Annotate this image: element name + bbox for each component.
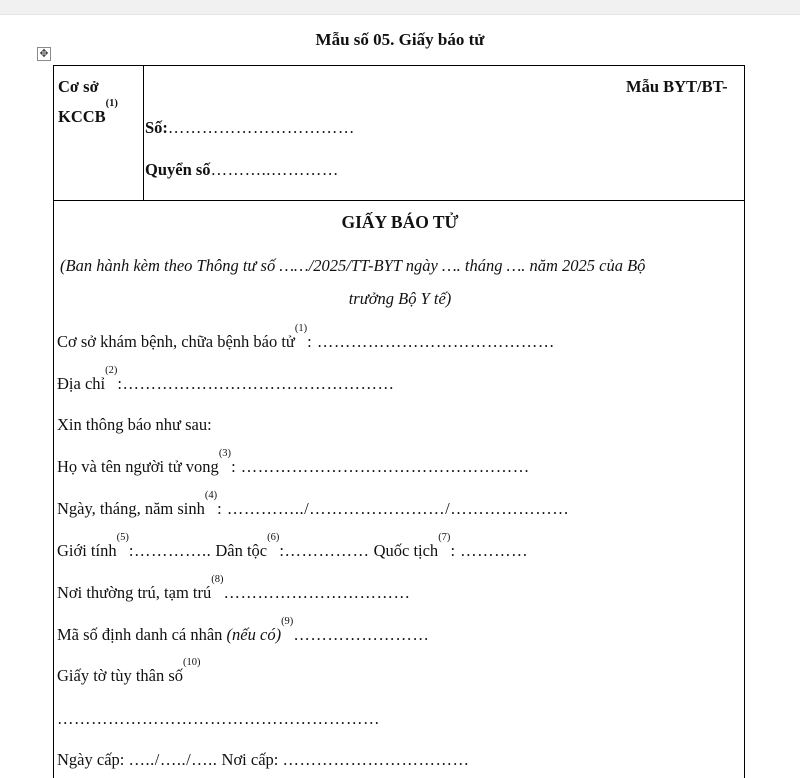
document-number-field[interactable]: Số:…………………………… [145, 118, 355, 137]
address-field[interactable]: Địa chỉ$^{(2)}$:………………………………………… [57, 365, 395, 393]
deceased-name-field[interactable]: Họ và tên người tử vong$^{(3)}$: …………………………………………… [57, 448, 530, 476]
form-code: Mẫu BYT/BT- [626, 77, 728, 96]
facility-field[interactable]: Cơ sở khám bệnh, chữa bệnh báo tử$^{(1)}$: …………………………………… [57, 323, 555, 351]
id-paper-dotted-line[interactable]: ………………………………………………… [57, 709, 380, 728]
residence-field[interactable]: Nơi thường trú, tạm trú$^{(8)}$…………………………… [57, 574, 411, 602]
table-border-right [744, 65, 745, 778]
table-column-divider [143, 65, 144, 201]
facility-short-label-kccb: KCCB$^{(1)}$ [58, 98, 118, 126]
issue-date-label: Ngày cấp: [57, 750, 125, 769]
form-heading: GIẤY BÁO TỬ [341, 212, 459, 232]
issued-by-line-2: trưởng Bộ Y tế) [348, 289, 452, 308]
gender-label: Giới tính [57, 541, 117, 560]
top-toolbar-strip [0, 0, 800, 15]
facility-short-label: Cơ sở [58, 77, 99, 96]
id-paper-label: Giấy tờ tùy thân số$^{(10)}$ [57, 657, 201, 685]
notify-text: Xin thông báo như sau: [57, 415, 212, 434]
issue-date-place-row[interactable]: Ngày cấp: …../…../….. Nơi cấp: …………………………… [57, 750, 470, 769]
issue-place-label: Nơi cấp: [221, 750, 279, 769]
table-move-handle-icon[interactable]: ✥ [37, 47, 51, 61]
document-title: Mẫu số 05. Giấy báo tử [315, 30, 485, 49]
personal-id-field[interactable]: Mã số định danh cá nhân (nếu có)$^{(9)}$…………………… [57, 616, 430, 644]
issued-by-line-1: (Ban hành kèm theo Thông tư số ……/2025/TT-BYT ngày …. tháng …. năm 2025 của Bộ [60, 256, 646, 275]
gender-ethnic-nationality-row[interactable]: Giới tính$^{(5)}$:………….. Dân tộc$^{(6)}$:…………… Quốc tịch$^{(7)}$: ………… [57, 532, 529, 560]
nationality-label: Quốc tịch [373, 541, 439, 560]
table-row-divider [53, 200, 745, 201]
date-of-birth-field[interactable]: Ngày, tháng, năm $\sinh^{(4)}$: …………../……………………/………………… [57, 490, 570, 518]
table-border-left [53, 65, 54, 778]
table-border-top [53, 65, 745, 66]
book-number-field[interactable]: Quyển số………..………… [145, 160, 339, 179]
ethnic-label: Dân tộc [215, 541, 268, 560]
